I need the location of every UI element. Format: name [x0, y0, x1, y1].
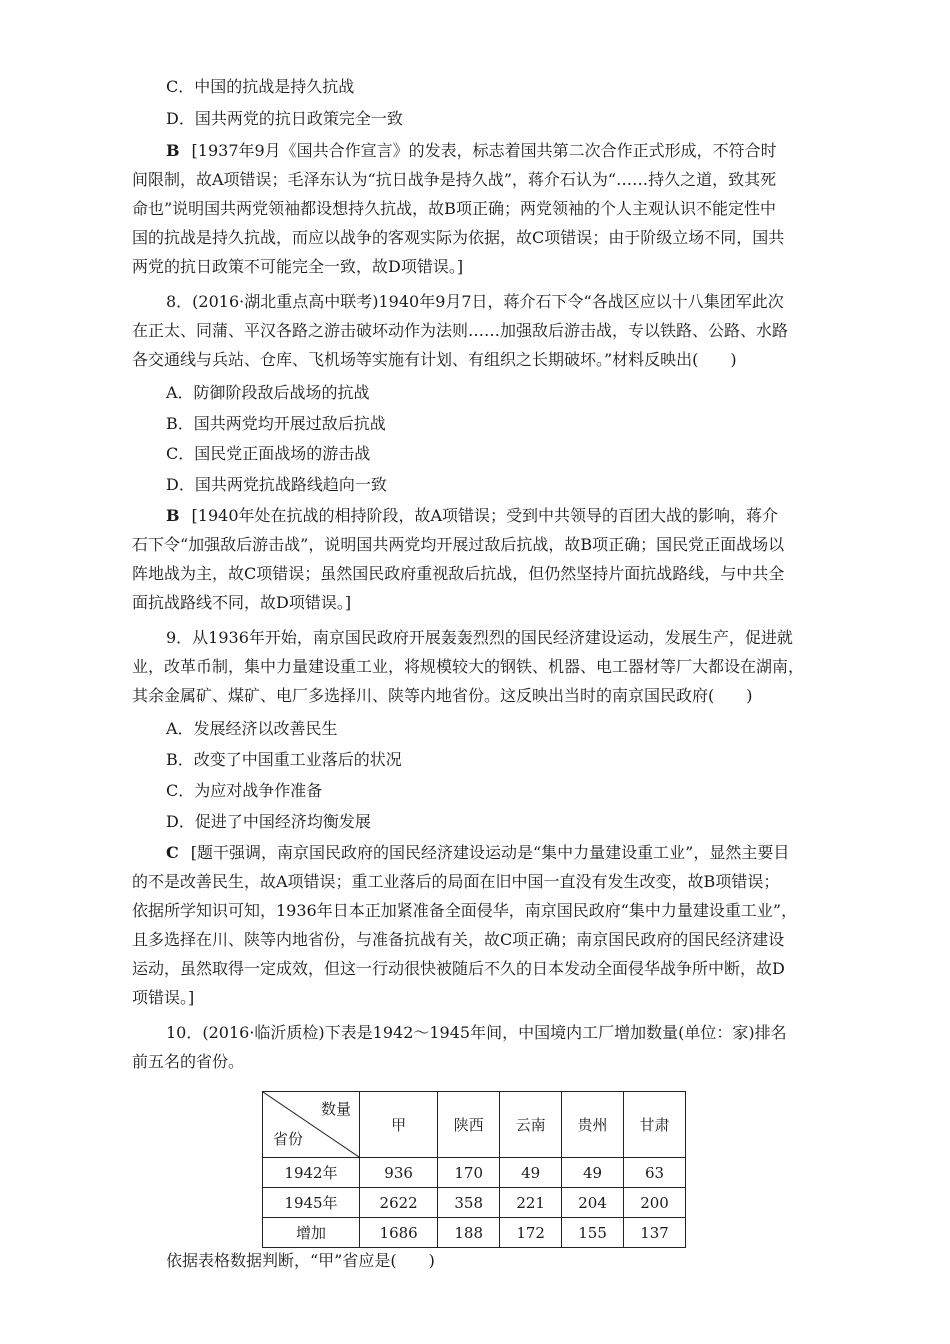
row-label: 1942年 — [263, 1158, 360, 1188]
table-cell: 172 — [500, 1218, 562, 1248]
q9-option-a: A．发展经济以改善民生 — [166, 719, 338, 738]
table-cell: 63 — [624, 1158, 686, 1188]
q8-option-d: D．国共两党抗战路线趋向一致 — [166, 475, 387, 494]
q7-explanation-line-5: 两党的抗日政策不可能完全一致，故D项错误。] — [132, 257, 464, 276]
q8-option-b: B．国共两党均开展过敌后抗战 — [166, 414, 386, 433]
q10-stem-line-2: 前五名的省份。 — [132, 1052, 245, 1071]
q8-explanation-line-3: 阵地战为主，故C项错误；虽然国民政府重视敌后抗战，但仍然坚持片面抗战路线，与中共全 — [132, 564, 785, 583]
row-label: 1945年 — [263, 1188, 360, 1218]
table-header-row — [263, 1092, 686, 1158]
q8-stem-line-2: 在正太、同蒲、平汉各路之游击破坏动作为法则……加强敌后游击战，专以铁路、公路、水路 — [132, 321, 789, 340]
q8-stem-line-1: 8．(2016·湖北重点高中联考)1940年9月7日，蒋介石下令“各战区应以十八集团军此次 — [166, 292, 784, 311]
q9-explanation-line-4: 且多选择在川、陕等内地省份，与准备抗战有关，故C项正确；南京国民政府的国民经济建设 — [132, 930, 785, 949]
q8-option-c: C．国民党正面战场的游击战 — [166, 444, 371, 463]
table-cell: 188 — [438, 1218, 500, 1248]
table-row — [263, 1188, 686, 1218]
q7-option-c: C．中国的抗战是持久抗战 — [166, 77, 355, 96]
q7-explanation-line-3: 命也”说明国共两党领袖都设想持久抗战，故B项正确；两党领袖的个人主观认识不能定性中 — [132, 199, 776, 218]
q7-explanation-line-1: B [1937年9月《国共合作宣言》的发表，标志着国共第二次合作正式形成，不符合时 — [166, 141, 777, 160]
table-cell: 170 — [438, 1158, 500, 1188]
q9-option-d: D．促进了中国经济均衡发展 — [166, 812, 371, 831]
table-row — [263, 1218, 686, 1248]
column-header: 陕西 — [438, 1092, 500, 1158]
table-corner-cell — [263, 1092, 360, 1158]
q7-answer: B — [166, 141, 180, 160]
q9-explanation-line-5: 运动，虽然取得一定成效，但这一行动很快被随后不久的日本发动全面侵华战争所中断，故D — [132, 959, 785, 978]
q9-stem-line-1: 9．从1936年开始，南京国民政府开展轰轰烈烈的国民经济建设运动，发展生产，促进就 — [166, 628, 793, 647]
q10-question: 依据表格数据判断，“甲”省应是( ) — [166, 1251, 435, 1270]
q8-explanation-line-4: 面抗战路线不同，故D项错误。] — [132, 593, 352, 612]
q9-explanation-line-3: 依据所学知识可知，1936年日本正加紧准备全面侵华，南京国民政府“集中力量建设重工业”， — [132, 901, 798, 920]
table-cell: 204 — [562, 1188, 624, 1218]
column-header: 云南 — [500, 1092, 562, 1158]
row-label: 增加 — [263, 1218, 360, 1248]
q7-explanation-line-2: 间限制，故A项错误；毛泽东认为“抗日战争是持久战”，蒋介石认为“……持久之道，致其死 — [132, 170, 777, 189]
table-row — [263, 1158, 686, 1188]
q9-explanation-line-6: 项错误。] — [132, 988, 195, 1007]
q9-option-c: C．为应对战争作准备 — [166, 781, 323, 800]
q7-option-d: D．国共两党的抗日政策完全一致 — [166, 109, 403, 128]
q9-explanation-line-1: C [题干强调，南京国民政府的国民经济建设运动是“集中力量建设重工业”，显然主要目 — [166, 843, 790, 862]
column-header: 甲 — [360, 1092, 438, 1158]
factory-data-table — [262, 1091, 686, 1248]
table-cell: 936 — [360, 1158, 438, 1188]
column-header: 甘肃 — [624, 1092, 686, 1158]
table-cell: 137 — [624, 1218, 686, 1248]
column-header: 贵州 — [562, 1092, 624, 1158]
q8-explanation-line-1: B [1940年处在抗战的相持阶段，故A项错误；受到中共领导的百团大战的影响，蒋介 — [166, 506, 779, 525]
q8-explanation-line-2: 石下令“加强敌后游击战”，说明国共两党均开展过敌后抗战，故B项正确；国民党正面战场以 — [132, 535, 785, 554]
corner-bottom-label: 省份 — [273, 1130, 304, 1148]
table-cell: 49 — [500, 1158, 562, 1188]
q9-option-b: B．改变了中国重工业落后的状况 — [166, 750, 402, 769]
q8-option-a: A．防御阶段敌后战场的抗战 — [166, 383, 370, 402]
q9-explanation-line-2: 的不是改善民生，故A项错误；重工业落后的局面在旧中国一直没有发生改变，故B项错误； — [132, 872, 780, 891]
q8-stem-line-3: 各交通线与兵站、仓库、飞机场等实施有计划、有组织之长期破坏。”材料反映出( ) — [132, 350, 737, 369]
corner-top-label: 数量 — [320, 1100, 351, 1118]
table-cell: 221 — [500, 1188, 562, 1218]
q9-answer: C — [166, 843, 179, 862]
table-cell: 200 — [624, 1188, 686, 1218]
q10-stem-line-1: 10．(2016·临沂质检)下表是1942～1945年间，中国境内工厂增加数量(单位：家)排名 — [166, 1023, 787, 1042]
table-cell: 1686 — [360, 1218, 438, 1248]
table-cell: 2622 — [360, 1188, 438, 1218]
q8-answer: B — [166, 506, 180, 525]
table-cell: 49 — [562, 1158, 624, 1188]
q7-explanation-line-4: 国的抗战是持久抗战，而应以战争的客观实际为依据，故C项错误；由于阶级立场不同，国共 — [132, 228, 785, 247]
q9-stem-line-3: 其余金属矿、煤矿、电厂多选择川、陕等内地省份。这反映出当时的南京国民政府( ) — [132, 686, 753, 705]
q9-stem-line-2: 业，改革币制，集中力量建设重工业，将规模较大的钢铁、机器、电工器材等厂大都设在湖南， — [132, 657, 805, 676]
table-cell: 155 — [562, 1218, 624, 1248]
table-cell: 358 — [438, 1188, 500, 1218]
